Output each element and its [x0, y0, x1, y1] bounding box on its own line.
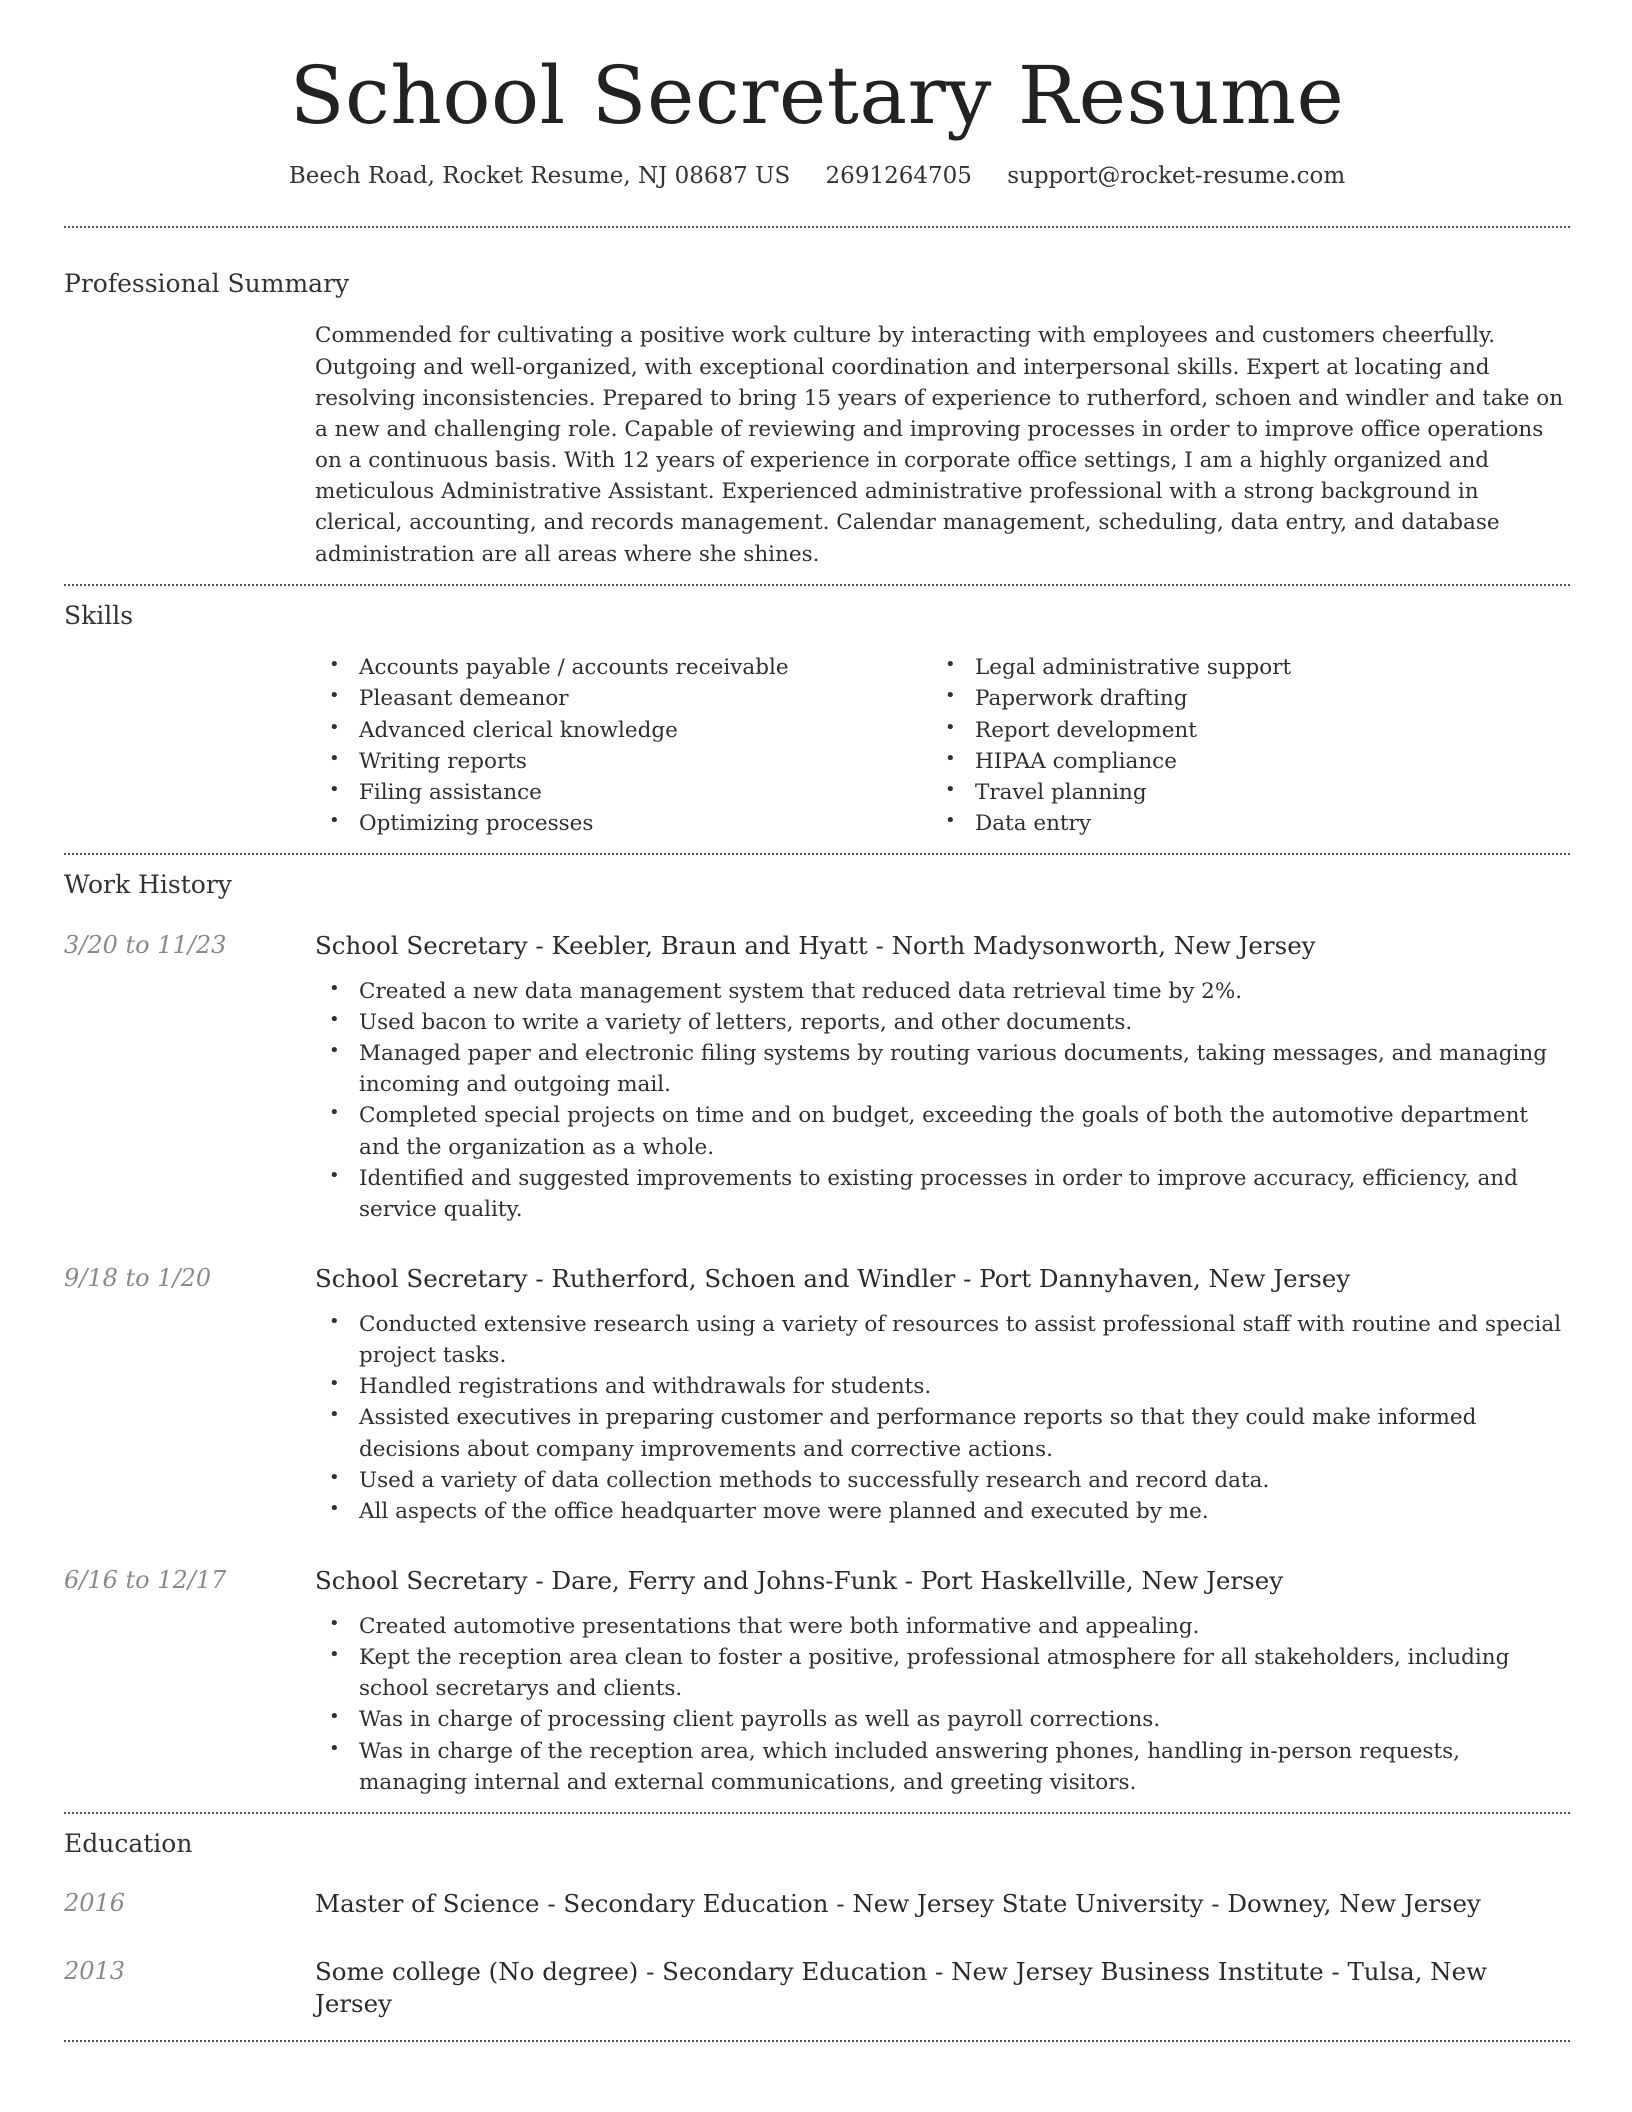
skills-column-right — [931, 652, 1547, 839]
job-heading: School Secretary - Dare, Ferry and Johns-Funk - Port Haskellville, New Jersey — [315, 1566, 1284, 1596]
contact-line — [64, 162, 1570, 192]
job-bullet: • Was in charge of processing client payrolls as well as payroll corrections. — [315, 1704, 1570, 1735]
summary-section — [64, 268, 1570, 570]
job-bullet: • All aspects of the office headquarter move were planned and executed by me. — [315, 1496, 1570, 1527]
job-bullet: • Managed paper and electronic filing systems by routing various documents, taking messages, and managing incoming and outgoing mail. — [315, 1038, 1570, 1100]
job-dates: 9/18 to 1/20 — [64, 1264, 212, 1293]
skill-item: • Paperwork drafting — [931, 683, 1547, 714]
contact-email: support@rocket-resume.com — [1007, 163, 1346, 189]
skill-item: • HIPAA compliance — [931, 746, 1547, 777]
education-entry — [64, 1956, 1570, 2020]
skills-section — [64, 600, 1570, 840]
job-bullet: • Created a new data management system that reduced data retrieval time by 2%. — [315, 976, 1570, 1007]
job-entry — [64, 1263, 1570, 1527]
job-bullet: • Identified and suggested improvements to existing processes in order to improve accuracy, efficiency, and service quality. — [315, 1163, 1570, 1225]
resume-header — [64, 0, 1570, 192]
summary-text: Commended for cultivating a positive work culture by interacting with employees and customers cheerfully. Outgoing and well-organized, with exceptional coordination and interpersonal skills. Expert at locating and resolving inconsistencies. Prepared to bring 15 years of experience to rutherford, schoen and windler and take on a new and challenging role. Capable of reviewing and improving processes in order to improve office operations on a continuous basis. With 12 years of experience in corporate office settings, I am a highly organized and meticulous Administrative Assistant. Experienced administrative professional with a strong background in clerical, accounting, and records management. Calendar management, scheduling, data entry, and database administration are all areas where she shines. — [315, 323, 1564, 567]
skill-item: • Travel planning — [931, 777, 1547, 808]
work-section — [64, 869, 1570, 1798]
education-text: Master of Science - Secondary Education - New Jersey State University - Downey, New Jersey — [315, 1889, 1481, 1919]
job-bullet: • Assisted executives in preparing customer and performance reports so that they could make informed decisions about company improvements and corrective actions. — [315, 1402, 1570, 1464]
skill-item: • Data entry — [931, 808, 1547, 839]
education-entry — [64, 1888, 1570, 1920]
job-bullets — [315, 1611, 1570, 1798]
job-bullet: • Kept the reception area clean to foster a positive, professional atmosphere for all stakeholders, including school secretarys and clients. — [315, 1642, 1570, 1704]
work-heading: Work History — [64, 870, 232, 900]
skill-item: • Legal administrative support — [931, 652, 1547, 683]
contact-phone: 2691264705 — [825, 163, 972, 189]
job-bullet: • Used bacon to write a variety of letters, reports, and other documents. — [315, 1007, 1570, 1038]
contact-address: Beech Road, Rocket Resume, NJ 08687 US — [288, 163, 791, 189]
job-dates: 3/20 to 11/23 — [64, 930, 227, 959]
skill-item: • Writing reports — [315, 746, 931, 777]
job-entry — [64, 930, 1570, 1225]
job-bullets — [315, 976, 1570, 1225]
divider — [64, 853, 1570, 855]
summary-heading: Professional Summary — [64, 268, 350, 298]
skill-item: • Optimizing processes — [315, 808, 931, 839]
divider — [64, 584, 1570, 586]
job-bullet: • Created automotive presentations that were both informative and appealing. — [315, 1611, 1570, 1642]
job-bullet: • Completed special projects on time and on budget, exceeding the goals of both the automotive department and the organization as a whole. — [315, 1100, 1570, 1162]
education-year: 2013 — [64, 1957, 126, 1986]
job-bullet: • Handled registrations and withdrawals for students. — [315, 1371, 1570, 1402]
job-bullets — [315, 1309, 1570, 1527]
job-dates: 6/16 to 12/17 — [64, 1566, 227, 1595]
skill-item: • Advanced clerical knowledge — [315, 715, 931, 746]
skills-list — [315, 652, 1570, 839]
education-heading: Education — [64, 1828, 193, 1858]
skill-item: • Filing assistance — [315, 777, 931, 808]
education-text: Some college (No degree) - Secondary Education - New Jersey Business Institute - Tulsa, New Jersey — [315, 1957, 1488, 2019]
skill-item: • Report development — [931, 715, 1547, 746]
job-entry — [64, 1565, 1570, 1798]
job-heading: School Secretary - Rutherford, Schoen and Windler - Port Dannyhaven, New Jersey — [315, 1264, 1351, 1294]
resume-title: School Secretary Resume — [289, 49, 1345, 142]
skills-column-left — [315, 652, 931, 839]
resume-page — [64, 0, 1570, 2042]
education-section — [64, 1828, 1570, 2020]
job-heading: School Secretary - Keebler, Braun and Hyatt - North Madysonworth, New Jersey — [315, 930, 1316, 960]
skill-item: • Pleasant demeanor — [315, 683, 931, 714]
divider — [64, 1812, 1570, 1814]
education-year: 2016 — [64, 1889, 126, 1918]
job-bullet: • Used a variety of data collection methods to successfully research and record data. — [315, 1465, 1570, 1496]
divider — [64, 2040, 1570, 2042]
skills-heading: Skills — [64, 600, 134, 630]
job-bullet: • Was in charge of the reception area, which included answering phones, handling in-person requests, managing internal and external communications, and greeting visitors. — [315, 1736, 1570, 1798]
job-bullet: • Conducted extensive research using a variety of resources to assist professional staff with routine and special project tasks. — [315, 1309, 1570, 1371]
divider — [64, 226, 1570, 228]
skill-item: • Accounts payable / accounts receivable — [315, 652, 931, 683]
